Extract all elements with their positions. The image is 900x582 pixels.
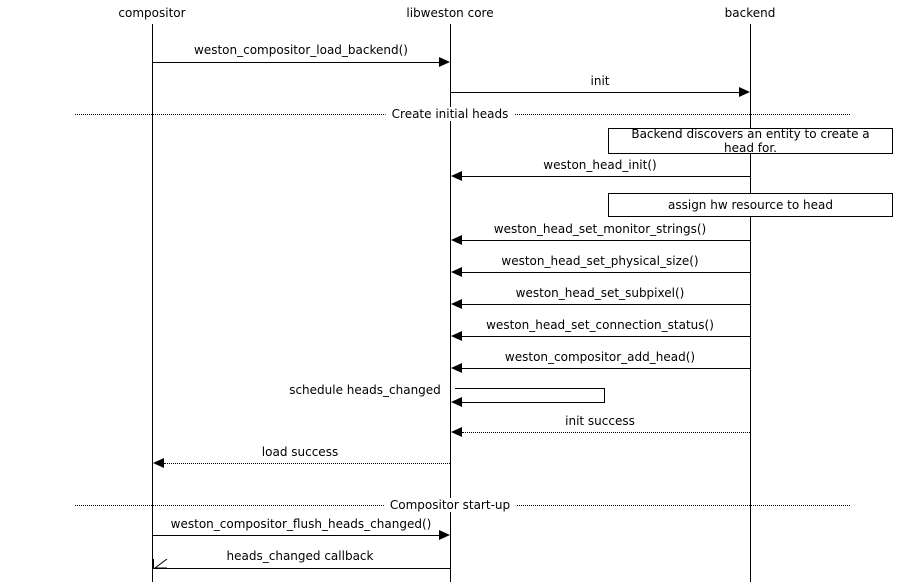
message-label-init-success: init success [565, 414, 635, 428]
participant-label-backend: backend [724, 6, 776, 20]
message-label-add-head: weston_compositor_add_head() [504, 350, 696, 364]
message-line-add-head [462, 368, 750, 369]
arrow-head-left-icon [451, 363, 462, 373]
message-label-flush-heads-changed: weston_compositor_flush_heads_changed() [170, 517, 432, 531]
separator-label-create-initial-heads: Create initial heads [386, 107, 515, 121]
message-label-heads-changed-callback: heads_changed callback [226, 549, 374, 563]
message-line-set-physical-size [462, 272, 750, 273]
arrow-head-left-icon [451, 171, 462, 181]
lifeline-backend [750, 24, 751, 582]
message-label-set-monitor-strings: weston_head_set_monitor_strings() [493, 222, 707, 236]
message-label-load-success: load success [261, 445, 339, 459]
message-label-set-physical-size: weston_head_set_physical_size() [501, 254, 699, 268]
message-label-load-backend: weston_compositor_load_backend() [194, 43, 408, 57]
message-line-set-subpixel [462, 304, 750, 305]
arrow-head-left-icon [451, 235, 462, 245]
arrow-head-open-left-icon [153, 559, 165, 569]
message-line-set-monitor-strings [462, 240, 750, 241]
note-assign-hw-resource: assign hw resource to head [608, 193, 893, 217]
message-label-set-connection-status: weston_head_set_connection_status() [486, 318, 714, 332]
message-line-init [451, 92, 739, 93]
note-backend-discovers-entity: Backend discovers an entity to create a head for. [608, 128, 893, 154]
arrow-head-left-icon [451, 299, 462, 309]
message-label-set-subpixel: weston_head_set_subpixel() [515, 286, 685, 300]
message-line-flush-heads-changed [153, 535, 439, 536]
message-line-heads-changed-callback [153, 568, 450, 569]
arrow-head-left-icon [451, 267, 462, 277]
message-label-head-init: weston_head_init() [543, 158, 657, 172]
self-message-schedule-heads-changed [455, 388, 605, 406]
message-line-load-success [164, 463, 450, 464]
lifeline-compositor [152, 24, 153, 582]
participant-label-libweston-core: libweston core [406, 6, 494, 20]
message-label-schedule-heads-changed: schedule heads_changed [289, 383, 441, 397]
message-line-head-init [462, 176, 750, 177]
separator-label-compositor-start-up: Compositor start-up [384, 498, 516, 512]
arrow-head-left-icon [153, 458, 164, 468]
arrow-head-right-icon [439, 530, 450, 540]
arrow-head-left-icon [451, 427, 462, 437]
arrow-head-left-icon [451, 331, 462, 341]
arrow-head-left-icon [451, 397, 462, 407]
arrow-head-right-icon [439, 57, 450, 67]
arrow-head-right-icon [739, 87, 750, 97]
participant-label-compositor: compositor [118, 6, 186, 20]
message-line-load-backend [153, 62, 439, 63]
message-line-set-connection-status [462, 336, 750, 337]
message-label-init: init [590, 74, 610, 88]
message-line-init-success [462, 432, 750, 433]
